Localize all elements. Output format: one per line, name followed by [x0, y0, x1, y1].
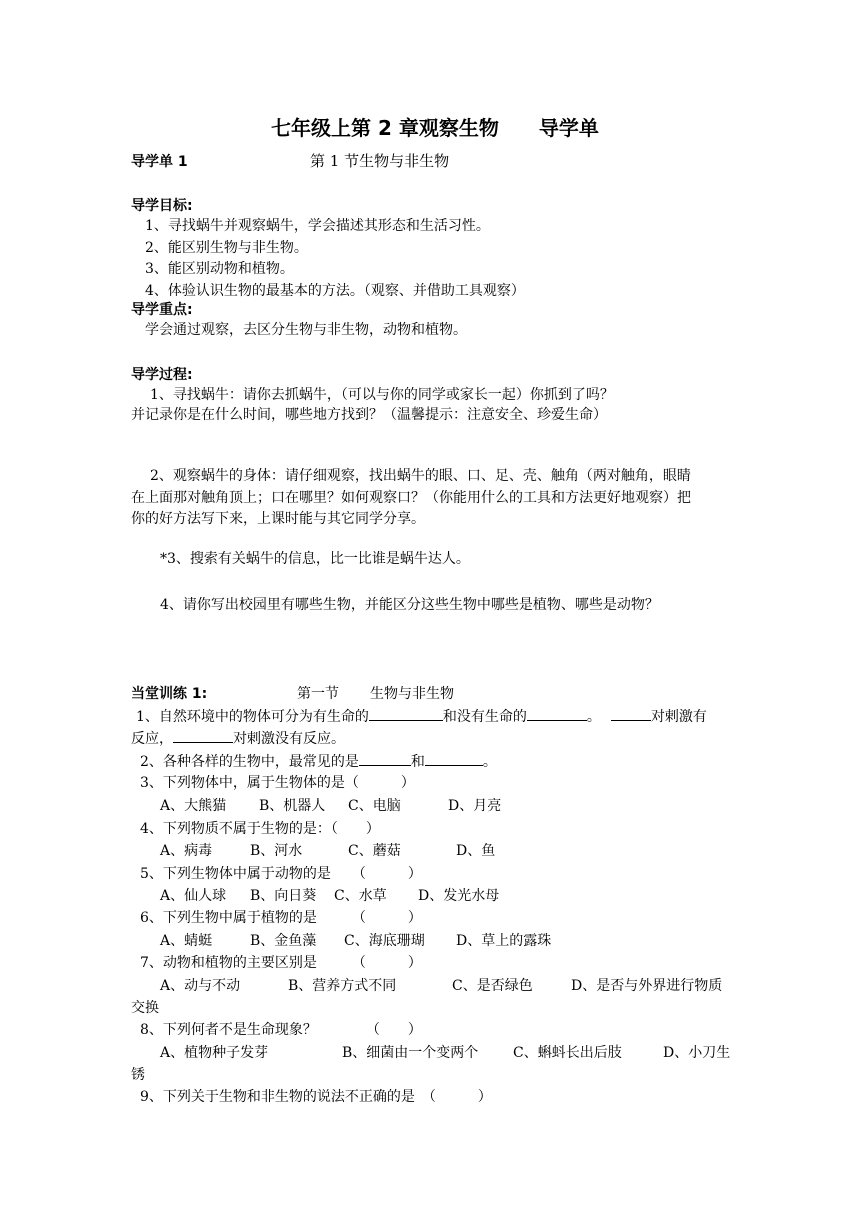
goal-item: 3、能区别动物和植物。 — [145, 261, 294, 277]
goal-item: 4、体验认识生物的最基本的方法。（观察、并借助工具观察） — [145, 283, 525, 299]
option: A、仙人球 — [160, 888, 227, 904]
option: B、河水 — [250, 843, 303, 859]
question-2: 2、各种各样的生物中，最常见的是 和 。 — [140, 751, 497, 772]
blank[interactable] — [359, 751, 411, 766]
process-step-1: 1、寻找蜗牛：请你去抓蜗牛，（可以与你的同学或家长一起）你抓到了吗？ — [150, 387, 614, 403]
focus-text: 学会通过观察，去区分生物与非生物，动物和植物。 — [145, 322, 467, 338]
option: D、草上的露珠 — [456, 933, 552, 949]
option-wrap: 锈 — [131, 1067, 145, 1083]
goal-item: 2、能区别生物与非生物。 — [145, 240, 308, 256]
question-9: 9、下列关于生物和非生物的说法不正确的是 （ ） — [140, 1089, 492, 1105]
goal-item: 1、寻找蜗牛并观察蜗牛，学会描述其形态和生活习性。 — [145, 218, 490, 234]
option: D、鱼 — [456, 843, 496, 859]
option: C、蝌蚪长出后肢 — [513, 1045, 622, 1061]
blank[interactable] — [527, 706, 587, 721]
option-wrap: 交换 — [131, 1000, 159, 1016]
option: A、动与不动 — [160, 978, 241, 994]
training-heading: 当堂训练 1: — [131, 686, 208, 702]
process-heading: 导学过程: — [131, 367, 193, 383]
question-1: 1、自然环境中的物体可分为有生命的 和没有生命的 。 对剌激有 — [136, 706, 707, 727]
process-step-2-cont: 在上面那对触角顶上；口在哪里？如何观察口？（你能用什么的工具和方法更好地观察）把 — [131, 490, 691, 506]
option: B、向日葵 — [250, 888, 317, 904]
option: A、大熊猫 — [160, 798, 227, 814]
focus-heading: 导学重点: — [131, 302, 193, 318]
option: D、发光水母 — [418, 888, 500, 904]
training-section: 第一节 — [297, 686, 339, 702]
option: C、是否绿色 — [452, 978, 533, 994]
goals-heading: 导学目标: — [131, 198, 193, 214]
process-step-3: *3、搜索有关蜗牛的信息，比一比谁是蜗牛达人。 — [160, 551, 470, 567]
option: C、海底珊瑚 — [344, 933, 425, 949]
process-step-2: 2、观察蜗牛的身体：请仔细观察，找出蜗牛的眼、口、足、壳、触角（两对触角，眼睛 — [150, 468, 691, 484]
option: B、机器人 — [259, 798, 326, 814]
question-6: 6、下列生物中属于植物的是 （ ） — [140, 910, 422, 926]
process-step-4: 4、请你写出校园里有哪些生物，并能区分这些生物中哪些是植物、哪些是动物？ — [160, 597, 659, 613]
blank[interactable] — [369, 706, 443, 721]
option: C、电脑 — [348, 798, 401, 814]
option: A、病毒 — [160, 843, 213, 859]
option: B、细菌由一个变两个 — [342, 1045, 479, 1061]
blank[interactable] — [425, 751, 483, 766]
question-7: 7、动物和植物的主要区别是 （ ） — [140, 955, 422, 971]
page-title: 七年级上第 2 章观察生物 导学单 — [271, 116, 599, 140]
option: A、植物种子发芽 — [160, 1045, 269, 1061]
option: C、水草 — [334, 888, 387, 904]
question-3: 3、下列物体中，属于生物体的是（ ） — [140, 775, 415, 791]
option: D、小刀生 — [663, 1045, 731, 1061]
section-title: 第 1 节生物与非生物 — [310, 152, 450, 170]
blank[interactable] — [611, 706, 651, 721]
question-5: 5、下列生物体中属于动物的是 （ ） — [140, 866, 422, 882]
training-section-title: 生物与非生物 — [370, 686, 454, 702]
question-4: 4、下列物质不属于生物的是：（ ） — [140, 821, 380, 837]
option: A、蜻蜓 — [160, 933, 213, 949]
option: C、蘑菇 — [348, 843, 401, 859]
option: B、金鱼藻 — [250, 933, 317, 949]
process-step-1-cont: 并记录你是在什么时间，哪些地方找到？（温馨提示：注意安全、珍爱生命） — [131, 407, 607, 423]
worksheet-number: 导学单 1 — [131, 154, 188, 170]
option: B、营养方式不同 — [288, 978, 397, 994]
question-8: 8、下列何者不是生命现象？ （ ） — [140, 1022, 422, 1038]
option: D、月亮 — [448, 798, 502, 814]
process-step-2-cont: 你的好方法写下来，上课时能与其它同学分享。 — [131, 511, 425, 527]
blank[interactable] — [173, 728, 233, 743]
question-1-cont: 反应， 对剌激没有反应。 — [131, 728, 345, 749]
option: D、是否与外界进行物质 — [571, 978, 723, 994]
